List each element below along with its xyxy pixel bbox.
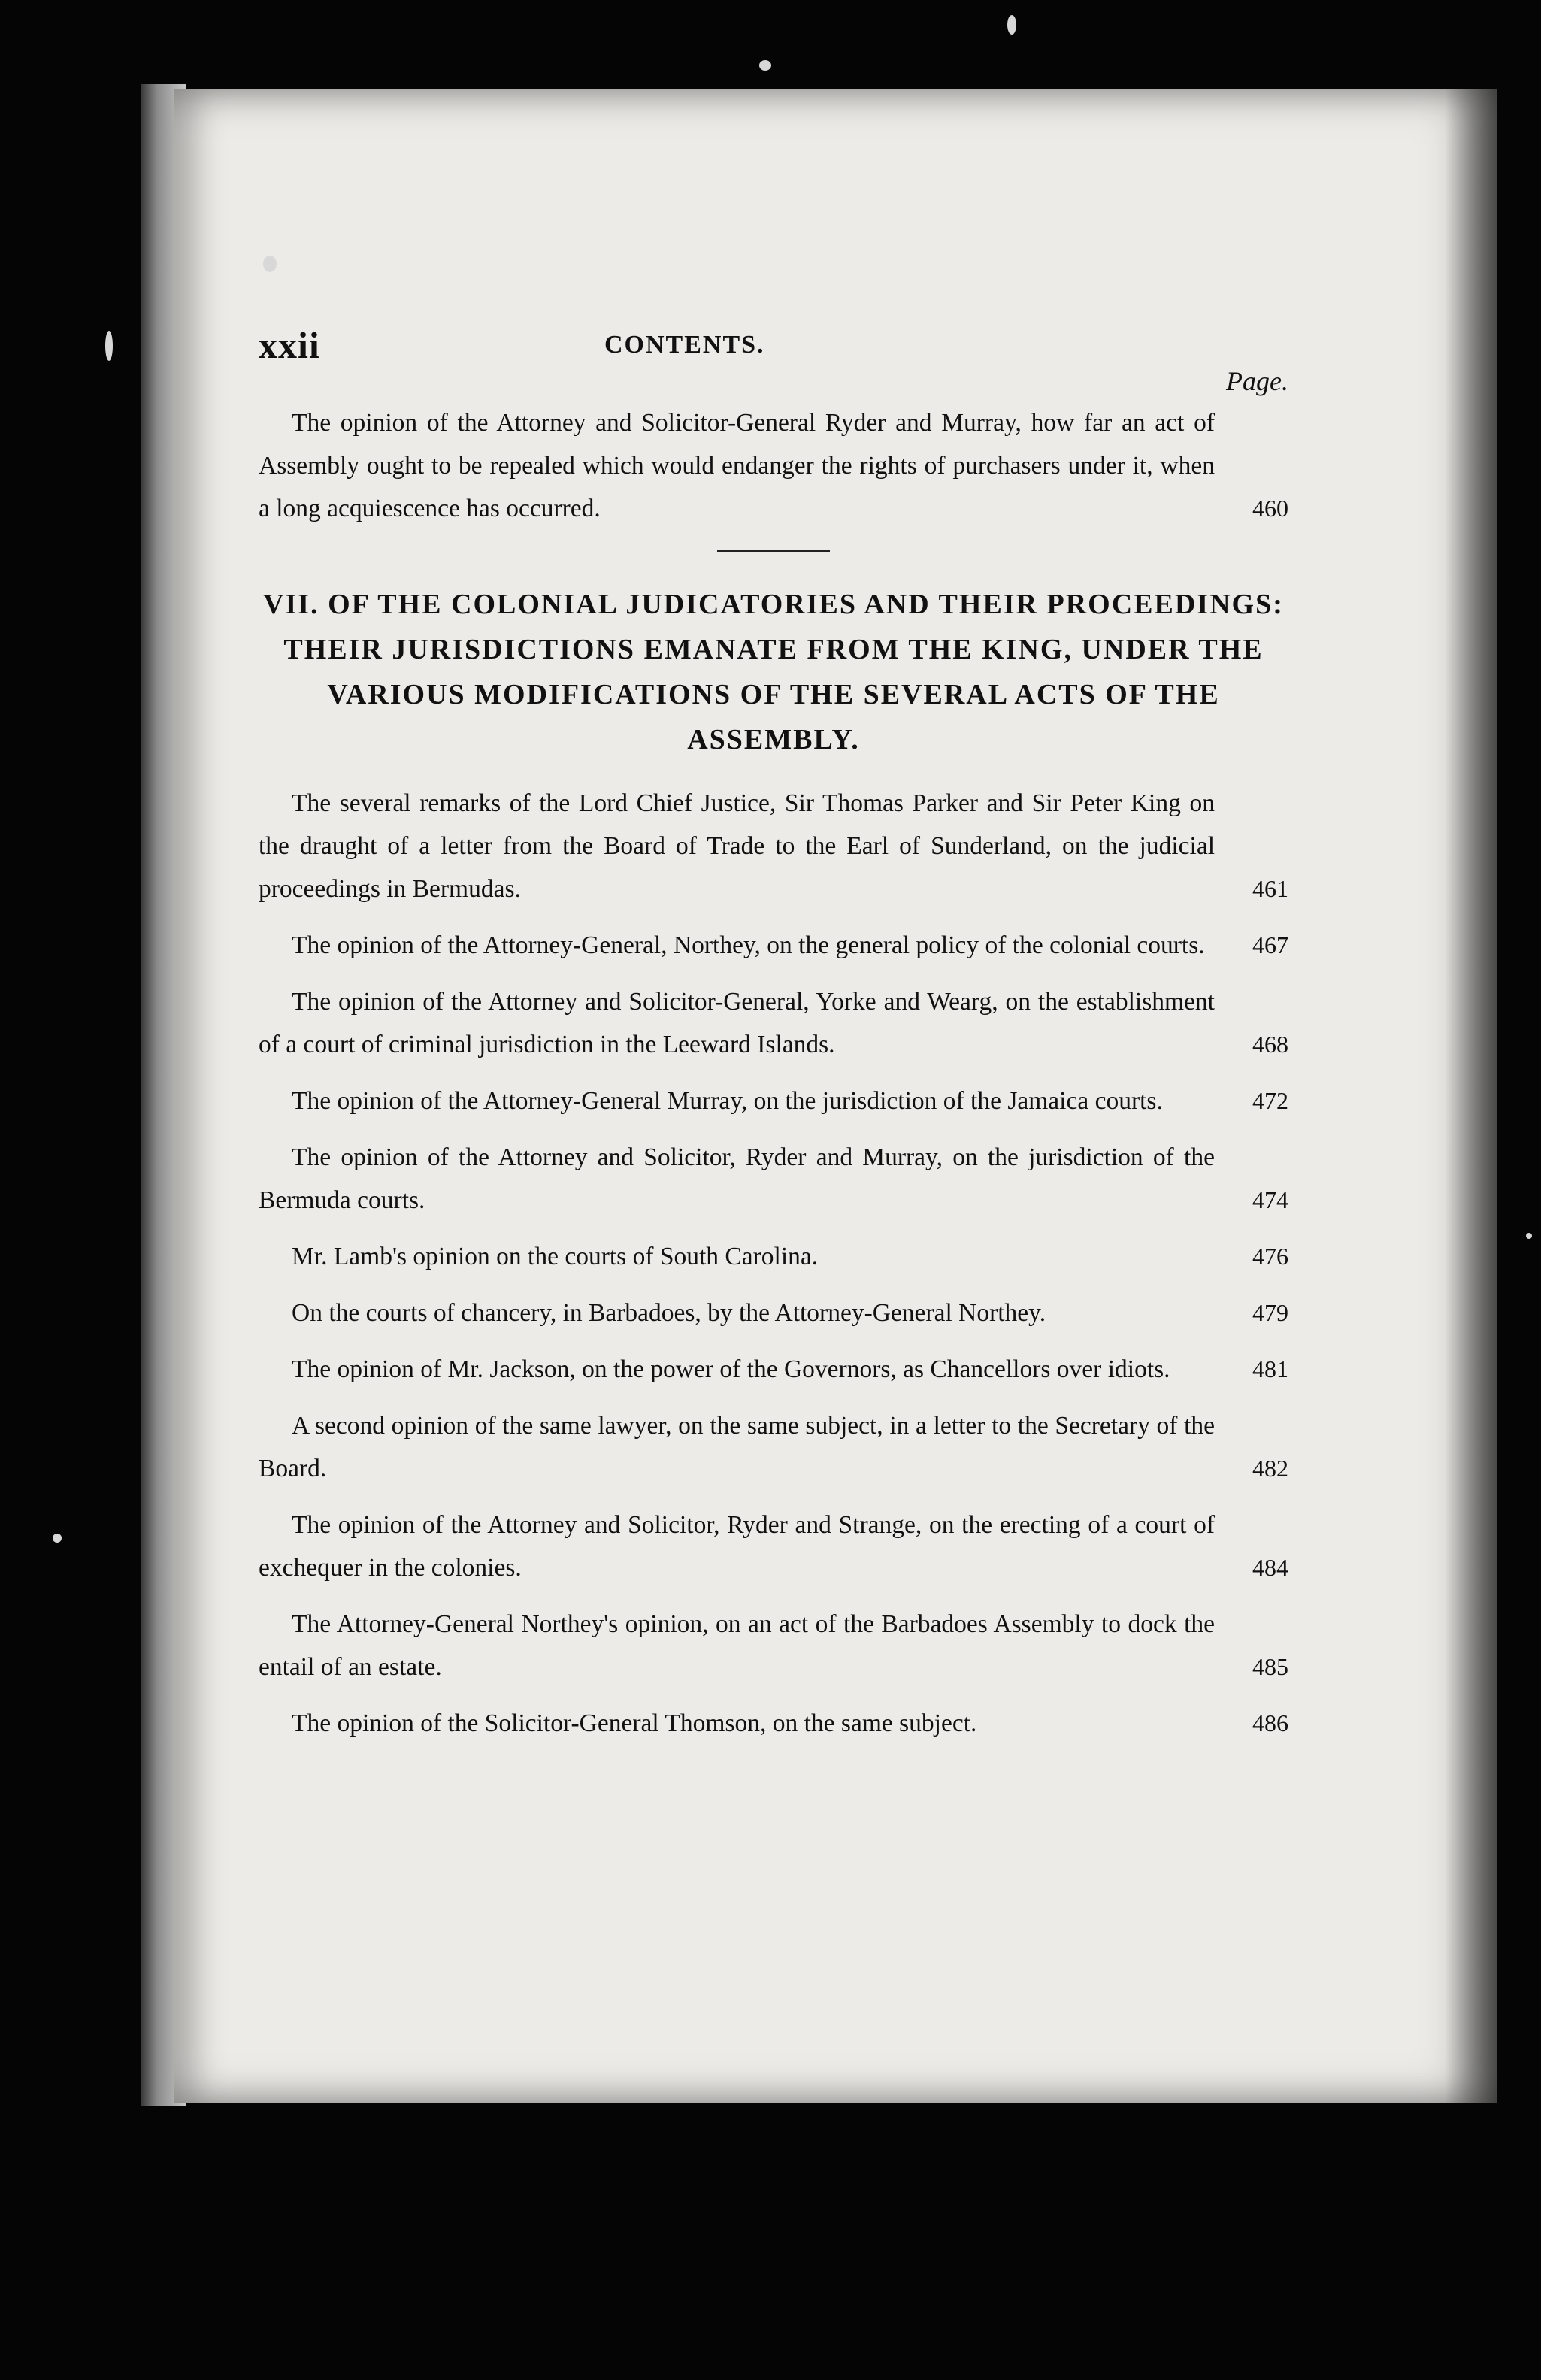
entry-text: The opinion of the Solicitor-General Thomson, on the same subject. (292, 1709, 977, 1737)
section-entries (259, 782, 1288, 1745)
contents-entry (259, 980, 1288, 1066)
entry-text: The opinion of the Attorney and Solicitor-General Ryder and Murray, how far an act of Assembly ought to be repealed which would endanger the rights of purchasers under it, when a long acquiescence has occurred. (259, 409, 1215, 522)
entry-page-number: 474 (1252, 1186, 1288, 1213)
entry-text: The Attorney-General Northey's opinion, on an act of the Barbadoes Assembly to dock the entail of an estate. (259, 1610, 1215, 1681)
entry-page-number: 468 (1252, 1031, 1288, 1058)
entry-text: The several remarks of the Lord Chief Justice, Sir Thomas Parker and Sir Peter King on the draught of a letter from the Board of Trade to the Earl of Sunderland, on the judicial proceedings in Bermudas. (259, 789, 1215, 903)
entry-text: On the courts of chancery, in Barbadoes, by the Attorney-General Northey. (292, 1299, 1046, 1327)
contents-entry (259, 924, 1288, 967)
section-divider (717, 550, 830, 552)
entry-text: The opinion of Mr. Jackson, on the power of the Governors, as Chancellors over idiots. (292, 1355, 1170, 1383)
contents-entry (259, 1235, 1288, 1278)
contents-entry (259, 782, 1288, 910)
entry-page-number: 479 (1252, 1299, 1288, 1326)
entry-page-number: 482 (1252, 1455, 1288, 1482)
page-header (259, 323, 1288, 368)
section-heading: VII. OF THE COLONIAL JUDICATORIES AND THEIR PROCEEDINGS: THEIR JURISDICTIONS EMANATE FROM THE KING, UNDER THE VARIOUS MODIFICATIONS OF THE SEVERAL ACTS OF THE ASSEMBLY. (263, 589, 1284, 755)
contents-entry (259, 401, 1288, 530)
page-column-label: Page. (1226, 366, 1288, 396)
running-head: CONTENTS. (604, 331, 765, 359)
contents-entry (259, 1503, 1288, 1589)
entry-text: The opinion of the Attorney and Solicitor, Ryder and Strange, on the erecting of a court of exchequer in the colonies. (259, 1511, 1215, 1582)
entry-page-number: 472 (1252, 1087, 1288, 1114)
contents-entry (259, 1404, 1288, 1490)
contents-entry (259, 1291, 1288, 1334)
page-gutter-shadow (1445, 89, 1497, 2103)
contents-entry (259, 1702, 1288, 1745)
intro-entries (259, 401, 1288, 530)
entry-text: A second opinion of the same lawyer, on the same subject, in a letter to the Secretary of the Board. (259, 1412, 1215, 1482)
contents-page (259, 323, 1288, 1758)
entry-page-number: 481 (1252, 1355, 1288, 1382)
entry-page-number: 461 (1252, 875, 1288, 902)
entry-text: The opinion of the Attorney-General Murray, on the jurisdiction of the Jamaica courts. (292, 1087, 1163, 1115)
entry-page-number: 484 (1252, 1554, 1288, 1581)
entry-text: The opinion of the Attorney-General, Northey, on the general policy of the colonial courts. (292, 931, 1205, 959)
entry-page-number: 485 (1252, 1653, 1288, 1680)
entry-page-number: 476 (1252, 1243, 1288, 1270)
contents-entry (259, 1603, 1288, 1688)
entry-text: The opinion of the Attorney and Solicitor-General, Yorke and Wearg, on the establishment of a court of criminal jurisdiction in the Leeward Islands. (259, 988, 1215, 1058)
folio-number: xxii (259, 324, 320, 366)
entry-text: The opinion of the Attorney and Solicitor, Ryder and Murray, on the jurisdiction of the Bermuda courts. (259, 1143, 1215, 1214)
contents-entry (259, 1079, 1288, 1122)
contents-entry (259, 1136, 1288, 1222)
entry-page-number: 467 (1252, 931, 1288, 958)
entry-page-number: 486 (1252, 1709, 1288, 1737)
entry-page-number: 460 (1252, 495, 1288, 522)
entry-text: Mr. Lamb's opinion on the courts of South Carolina. (292, 1243, 819, 1270)
contents-entry (259, 1348, 1288, 1391)
